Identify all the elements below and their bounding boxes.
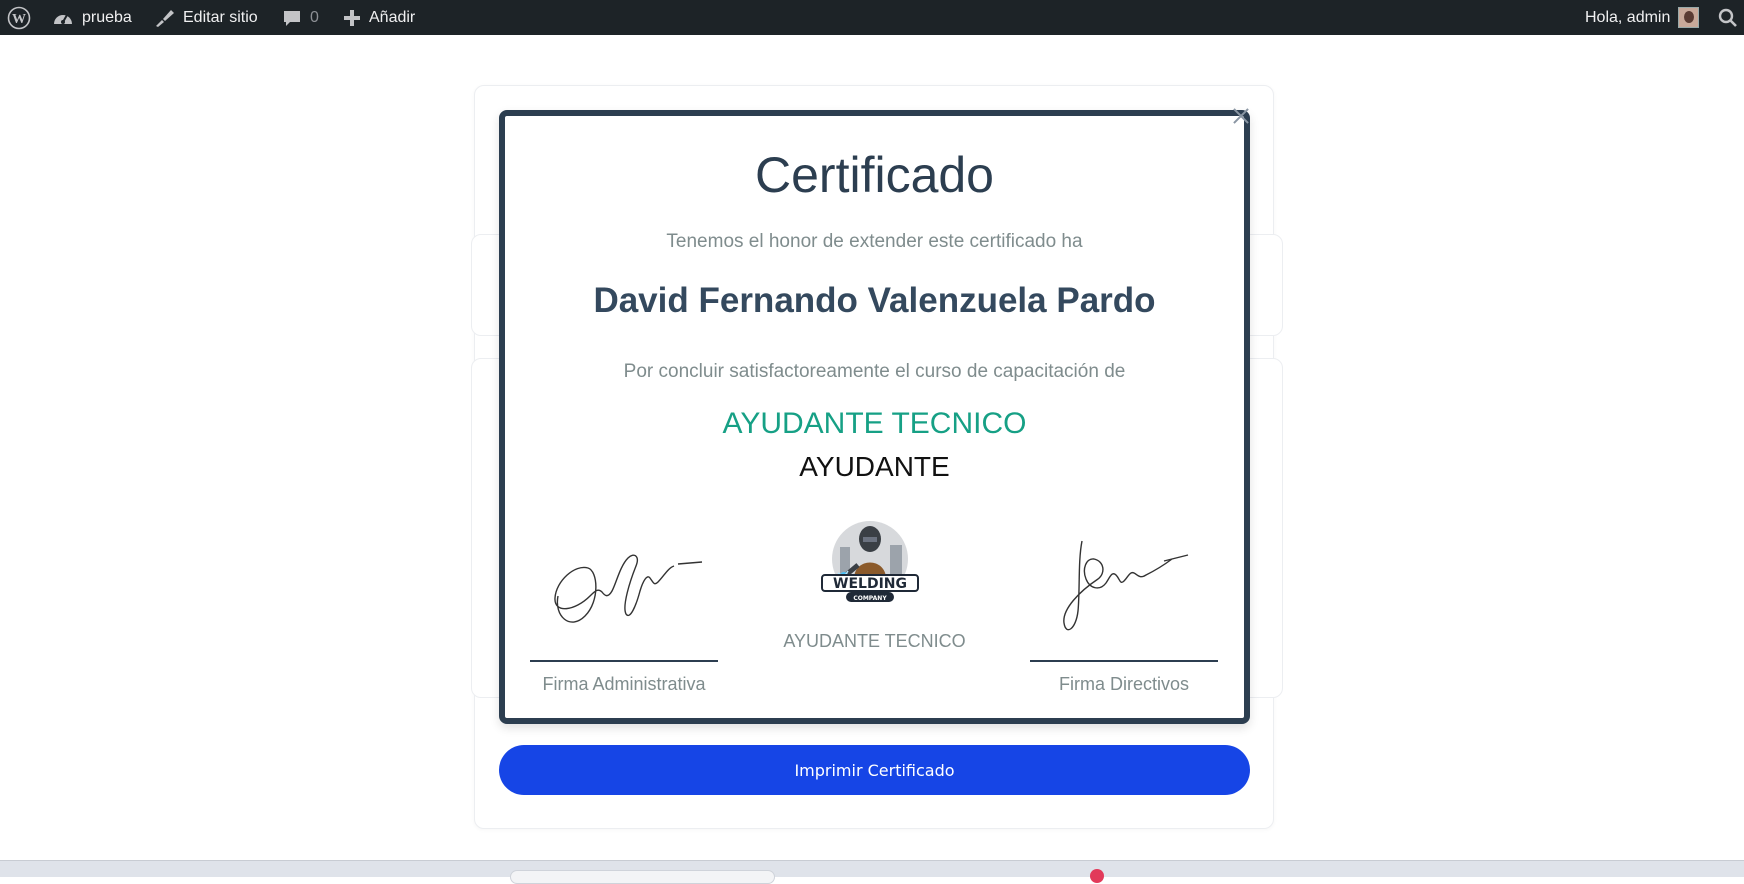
edit-site-label: Editar sitio [183, 8, 258, 26]
taskbar-search[interactable] [510, 870, 775, 884]
signature-right-label: Firma Directivos [1058, 674, 1189, 694]
signature-right [1060, 531, 1190, 641]
wordpress-logo-icon[interactable] [7, 0, 31, 35]
greeting: Hola, admin [1585, 8, 1671, 26]
course-role: AYUDANTE [799, 451, 950, 482]
search-icon[interactable] [1718, 0, 1738, 35]
certificate-intro: Tenemos el honor de extender este certificado ha [666, 231, 1083, 252]
site-name: prueba [82, 8, 132, 26]
dashboard-icon [52, 9, 74, 27]
certificate-reason: Por concluir satisfactoreamente el curso de capacitación de [623, 361, 1126, 382]
admin-bar [0, 0, 1744, 35]
course-name: AYUDANTE TECNICO [722, 407, 1027, 440]
recipient-name: David Fernando Valenzuela Pardo [593, 281, 1156, 320]
welding-company-logo [818, 517, 922, 607]
logo-caption: AYUDANTE TECNICO [783, 631, 966, 651]
signature-line-left [530, 660, 718, 662]
add-new-menu[interactable] [343, 0, 415, 35]
logo-subtext: COMPANY [853, 595, 887, 602]
taskbar [0, 860, 1744, 877]
logo-text: WELDING [833, 576, 907, 592]
signature-left-label: Firma Administrativa [542, 674, 706, 694]
svg-text:W: W [12, 11, 26, 27]
certificate [499, 110, 1250, 724]
plus-icon [343, 9, 361, 27]
close-icon[interactable] [1231, 106, 1251, 126]
account-menu[interactable] [1585, 0, 1699, 35]
site-name-menu[interactable] [52, 0, 132, 35]
taskbar-app-icon[interactable] [1090, 869, 1104, 883]
certificate-title: Certificado [755, 147, 994, 203]
comments-menu[interactable] [282, 0, 319, 35]
avatar [1678, 7, 1699, 28]
signature-line-right [1030, 660, 1218, 662]
print-certificate-button[interactable]: Imprimir Certificado [499, 745, 1250, 795]
comments-count: 0 [310, 8, 319, 26]
comment-icon [282, 8, 302, 28]
brush-icon [153, 8, 175, 28]
edit-site-menu[interactable] [153, 0, 258, 35]
add-new-label: Añadir [369, 8, 416, 26]
signature-left [550, 536, 710, 636]
